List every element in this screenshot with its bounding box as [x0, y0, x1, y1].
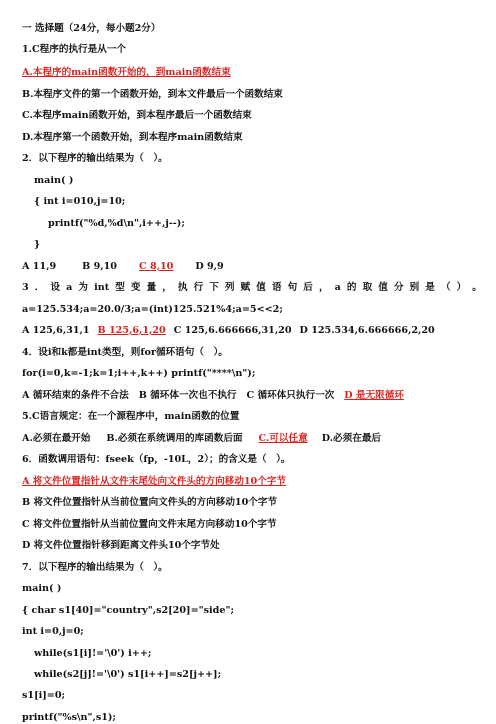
q2-code-line-4: } [34, 239, 41, 250]
q3-stem-char: 。 [472, 282, 482, 293]
q3-stem-char: 语 [271, 282, 282, 293]
q1-option-b: B.本程序文件的第一个函数开始，到本文件最后一个函数结束 [22, 89, 283, 100]
q3-stem-char: 为 [78, 282, 88, 293]
q3-stem-char: 分 [393, 282, 404, 293]
q3-stem-char: 变 [130, 282, 141, 293]
q7-stem: 7．以下程序的输出结果为（ ）。 [22, 562, 168, 573]
q7-code-line-4: while(s1[i]!='\0') i++; [34, 648, 152, 659]
q2-option-b: B 9,10 [82, 261, 117, 272]
q3-stem-char: 取 [362, 282, 373, 293]
q3-stem-char: 设 [50, 282, 61, 293]
q4-stem: 4．设i和k都是int类型，则for循环语句（ ）。 [22, 347, 228, 358]
q5-stem: 5.C语言规定：在一个源程序中，main函数的位置 [22, 411, 240, 422]
q4-options [22, 389, 484, 402]
q3-stem-char: 3 [22, 282, 29, 293]
q4-code: for(i=0,k=-1;k=1;i++,k++) printf("****\n"); [22, 368, 256, 379]
q5-option-a: A.必须在最开始 [22, 433, 91, 444]
q7-code-line-1: main( ) [22, 583, 62, 594]
q3-stem-char: 量 [146, 282, 157, 293]
q1-stem: 1.C程序的执行是从一个 [22, 44, 126, 55]
q5-options [22, 432, 484, 445]
q7-code-line-3: int i=0,j=0; [22, 626, 84, 637]
q4-option-b: B 循环体一次也不执行 [138, 390, 237, 401]
q4-option-d-answer: D 是无限循环 [344, 390, 404, 401]
q3-option-a: A 125,6,31,1 [22, 325, 90, 336]
q3-stem-char: 赋 [240, 282, 251, 293]
q3-stem [22, 281, 482, 294]
q7-code-line-7: printf("%s\n",s1); [22, 712, 116, 723]
q1-option-a-answer: A.本程序的main函数开始的，到main函数结束 [22, 67, 231, 78]
section-title: 一 选择题（24分，每小题2分） [22, 23, 161, 34]
q6-option-a-answer: A 将文件位置指针从文件末尾处向文件头的方向移动10个字节 [22, 476, 286, 487]
q3-option-d: D 125.534,6.666666,2,20 [299, 325, 435, 336]
q3-stem-char: 别 [409, 282, 420, 293]
q3-stem-char: ． [34, 282, 45, 293]
q3-stem-char: 句 [287, 282, 298, 293]
q3-stem-char: ， [162, 282, 172, 293]
q5-option-d: D.必须在最后 [321, 433, 382, 444]
q2-stem: 2．以下程序的输出结果为（ ）。 [22, 153, 168, 164]
q3-stem-char: 列 [224, 282, 235, 293]
q4-option-c: C 循环体只执行一次 [246, 390, 335, 401]
q3-stem-char: ） [456, 282, 467, 293]
q3-stem-char: int [94, 282, 110, 293]
q2-code-line-1: main( ) [34, 175, 74, 186]
q2-option-d: D 9,9 [195, 261, 224, 272]
q3-stem-char: 值 [378, 282, 388, 293]
q3-stem-char: 型 [115, 282, 125, 293]
q3-stem-char: 后 [303, 282, 313, 293]
q3-stem-char: 值 [256, 282, 266, 293]
q5-option-c-answer: C.可以任意 [258, 433, 308, 444]
q3-stem-char: a [334, 282, 341, 293]
q6-option-b: B 将文件位置指针从当前位置向文件头的方向移动10个字节 [22, 497, 278, 508]
q3-options [22, 324, 484, 337]
q1-option-d: D.本程序第一个函数开始，到本程序main函数结束 [22, 132, 243, 143]
q6-option-d: D 将文件位置指针移到距离文件头10个字节处 [22, 540, 220, 551]
q3-stem-char: a [66, 282, 73, 293]
q6-stem: 6．函数调用语句：fseek（fp，-10L，2）；的含义是（ ）。 [22, 454, 291, 465]
q3-stem-char: 行 [193, 282, 204, 293]
q2-option-c-answer: C 8,10 [138, 261, 174, 272]
q3-stem-char: （ [440, 282, 451, 293]
q3-stem-code: a=125.534;a=20.0/3;a=(int)125.521%4;a=5<<2; [22, 304, 283, 315]
q2-code-line-3: printf("%d,%d\n",i++,j--); [48, 218, 185, 229]
q2-options [22, 260, 484, 273]
q3-option-c: C 125,6.666666,31,20 [173, 325, 292, 336]
q3-stem-char: ， [318, 282, 329, 293]
q3-stem-char: 的 [346, 282, 357, 293]
q3-stem-char: 执 [177, 282, 188, 293]
q2-option-a: A 11,9 [22, 261, 57, 272]
q3-stem-char: 是 [425, 282, 435, 293]
q5-option-b: B.必须在系统调用的库函数后面 [106, 433, 243, 444]
q2-code-line-2: { int i=010,j=10; [34, 196, 126, 207]
q4-option-a: A 循环结束的条件不合法 [22, 390, 129, 401]
q1-option-c: C.本程序main函数开始，到本程序最后一个函数结束 [22, 110, 252, 121]
q7-code-line-6: s1[i]=0; [22, 690, 66, 701]
q3-option-b-answer: B 125,6,1,20 [97, 325, 166, 336]
q3-stem-char: 下 [209, 282, 219, 293]
q7-code-line-5: while(s2[j]!='\0') s1[i++]=s2[j++]; [34, 669, 222, 680]
q6-option-c: C 将文件位置指针从当前位置向文件末尾方向移动10个字节 [22, 519, 277, 530]
q7-code-line-2: { char s1[40]="country",s2[20]="side"; [22, 605, 235, 616]
